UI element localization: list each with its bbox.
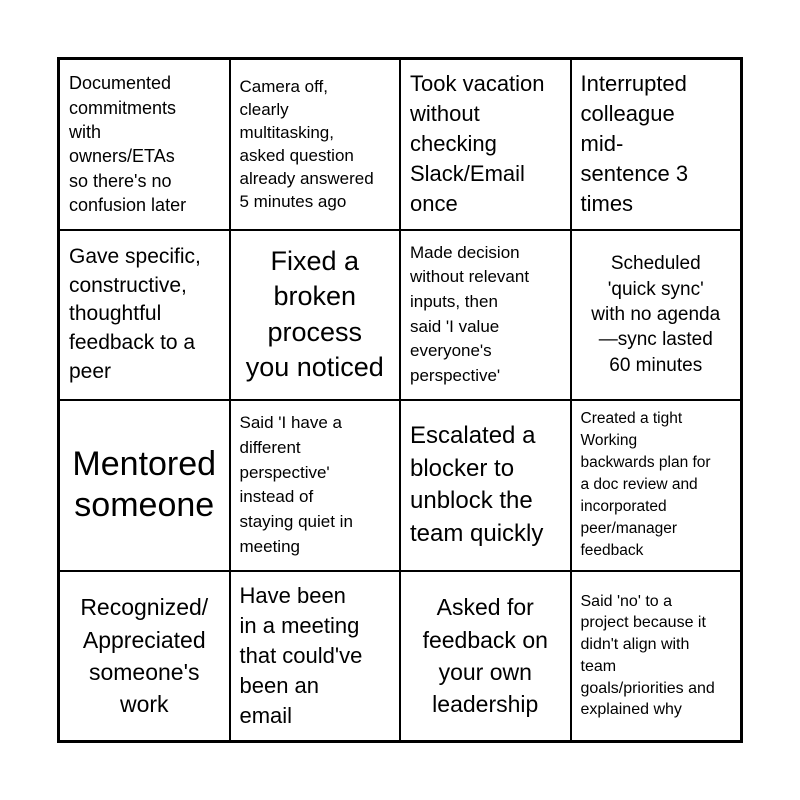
bingo-cell-text: Took vacation without checking Slack/Email once <box>410 71 545 217</box>
bingo-cell-text: Scheduled 'quick sync' with no agenda —sync lasted 60 minutes <box>591 253 721 376</box>
bingo-cell[interactable] <box>571 400 742 571</box>
bingo-cell[interactable] <box>400 230 571 401</box>
bingo-cell-text: Escalated a blocker to unblock the team quickly <box>410 422 544 547</box>
bingo-cell-text: Documented commitments with owners/ETAs so there's no confusion later <box>69 73 187 215</box>
bingo-cell-text: Asked for feedback on your own leadership <box>422 594 548 717</box>
bingo-cell[interactable] <box>571 230 742 401</box>
bingo-cell[interactable] <box>571 59 742 230</box>
bingo-cell[interactable] <box>59 230 230 401</box>
bingo-cell[interactable] <box>230 571 401 742</box>
bingo-cell[interactable] <box>400 571 571 742</box>
bingo-cell[interactable] <box>230 400 401 571</box>
bingo-cell-text: Created a tight Working backwards plan for a doc review and incorporated peer/manager feedback <box>580 410 711 560</box>
bingo-cell-text: Fixed a broken process you noticed <box>245 245 384 383</box>
bingo-cell[interactable] <box>571 571 742 742</box>
bingo-cell-text: Recognized/ Appreciated someone's work <box>80 594 209 717</box>
bingo-cell[interactable] <box>400 400 571 571</box>
bingo-cell-text: Mentored someone <box>72 444 217 525</box>
bingo-cell[interactable] <box>59 571 230 742</box>
bingo-cell-text: Interrupted colleague mid- sentence 3 times <box>580 71 689 217</box>
bingo-board <box>57 57 743 743</box>
bingo-cell-text: Made decision without relevant inputs, then said 'I value everyone's perspective' <box>410 242 530 386</box>
bingo-cell[interactable] <box>400 59 571 230</box>
bingo-cell-text: Camera off, clearly multitasking, asked question already answered 5 minutes ago <box>239 76 374 212</box>
bingo-cell[interactable] <box>230 230 401 401</box>
bingo-cell[interactable] <box>59 400 230 571</box>
bingo-cell[interactable] <box>59 59 230 230</box>
bingo-cell-text: Said 'no' to a project because it didn't align with team goals/priorities and explained why <box>580 592 715 719</box>
bingo-cell-text: Said 'I have a different perspective' instead of staying quiet in meeting <box>239 413 353 556</box>
bingo-cell-text: Have been in a meeting that could've been an email <box>239 582 363 728</box>
bingo-cell-text: Gave specific, constructive, thoughtful feedback to a peer <box>69 245 201 383</box>
bingo-cell[interactable] <box>230 59 401 230</box>
